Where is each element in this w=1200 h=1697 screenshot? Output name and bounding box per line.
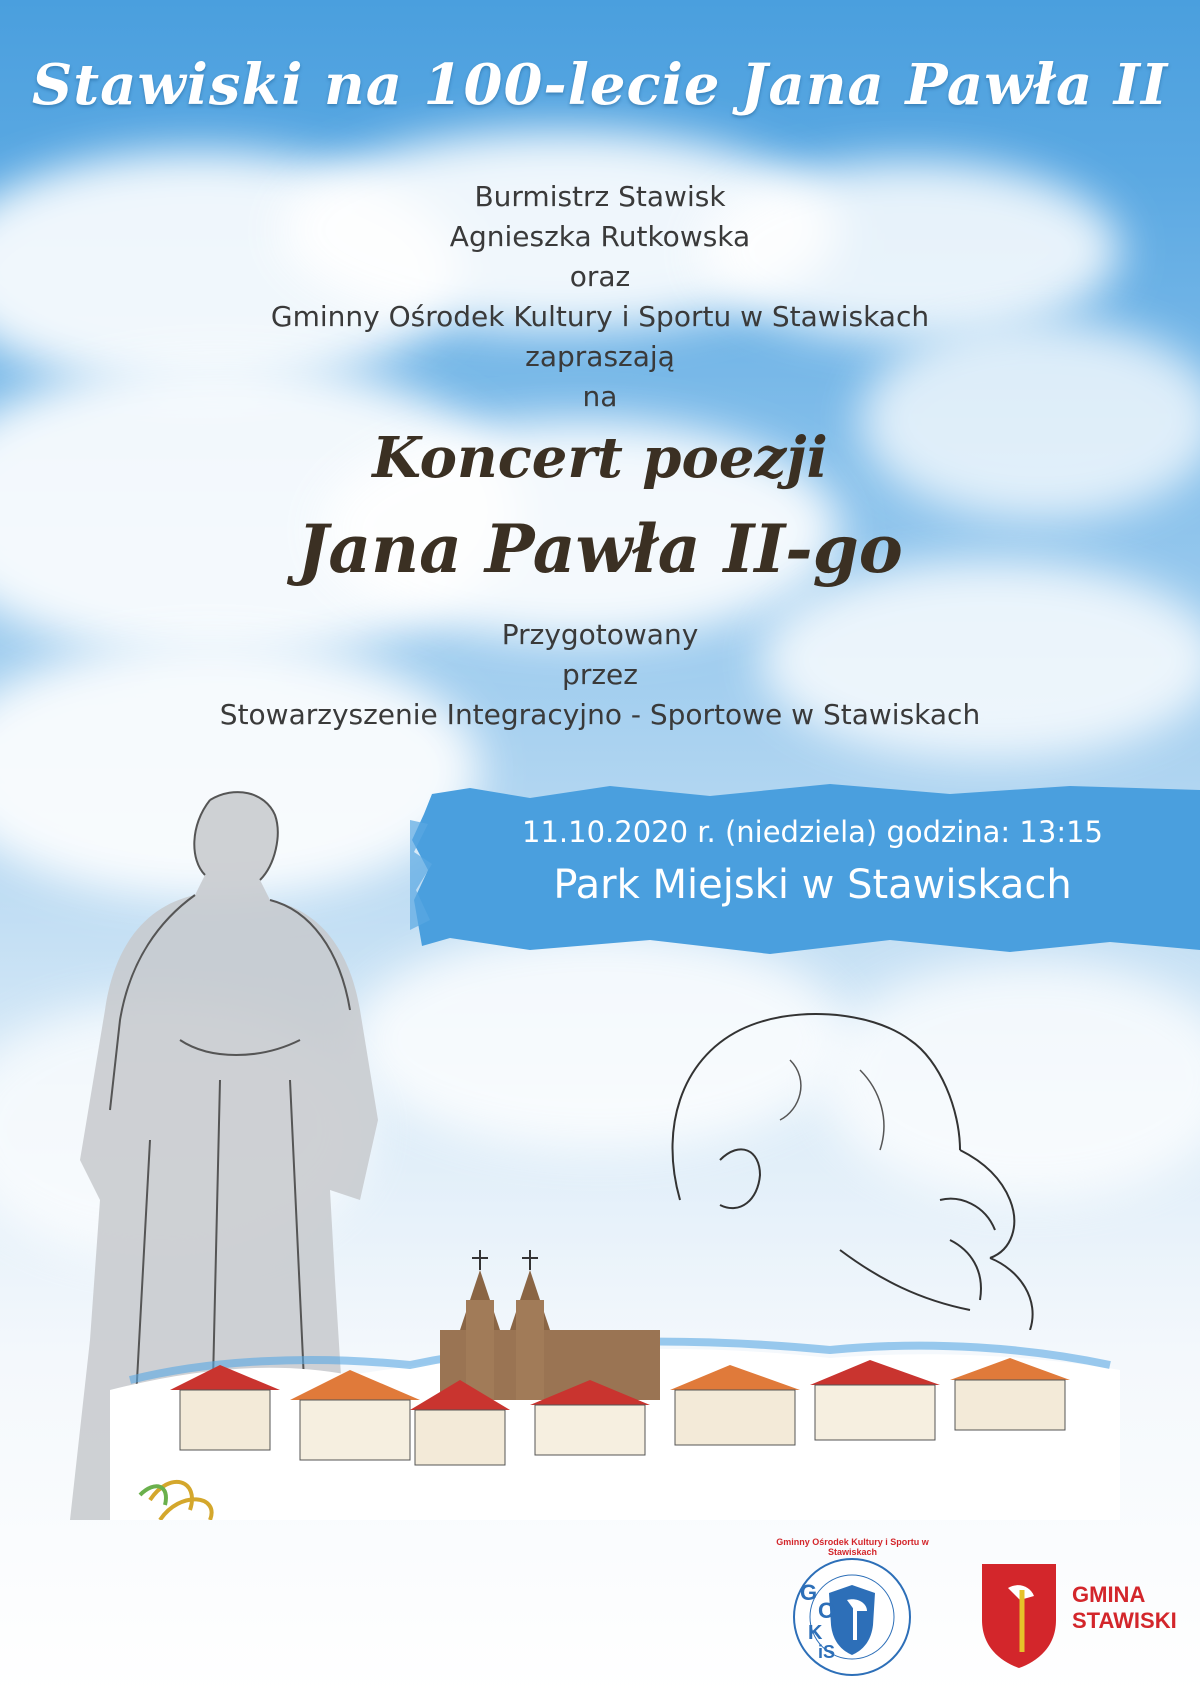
invitation-line: oraz [569,260,631,293]
prepared-line: Przygotowany [501,618,699,651]
gmina-crest-icon [978,1560,1060,1670]
invitation-line: na [582,380,618,413]
invitation-line: Gminny Ośrodek Kultury i Sportu w Stawiskach [270,300,930,333]
event-title-line1: Koncert poezji [372,425,828,491]
event-title-line2: Jana Pawła II-go [297,510,903,588]
gmina-name-line2: STAWISKI [1072,1608,1177,1633]
gmina-name-line1: GMINA [1072,1582,1146,1607]
gokis-letter: G [800,1580,818,1605]
event-datetime: 11.10.2020 r. (niedziela) godzina: 13:15 [522,815,1103,849]
gokis-letter: O [818,1598,836,1623]
gokis-ring-text: Gminny Ośrodek Kultury i Sportu w Stawiskach [776,1537,929,1557]
invitation-line: zapraszają [525,340,675,373]
gokis-logo [775,1545,930,1690]
event-location: Park Miejski w Stawiskach [553,862,1072,908]
gokis-letter: iS [818,1642,836,1662]
invitation-line: Burmistrz Stawisk [474,180,726,213]
poster-title: Stawiski na 100-lecie Jana Pawła II [31,52,1169,118]
invitation-line: Agnieszka Rutkowska [449,220,751,253]
prepared-line: Stowarzyszenie Integracyjno - Sportowe w Stawiskach [219,698,981,731]
gokis-letter: K [808,1622,823,1644]
town-illustration [110,1240,1120,1520]
prepared-line: przez [562,658,638,691]
